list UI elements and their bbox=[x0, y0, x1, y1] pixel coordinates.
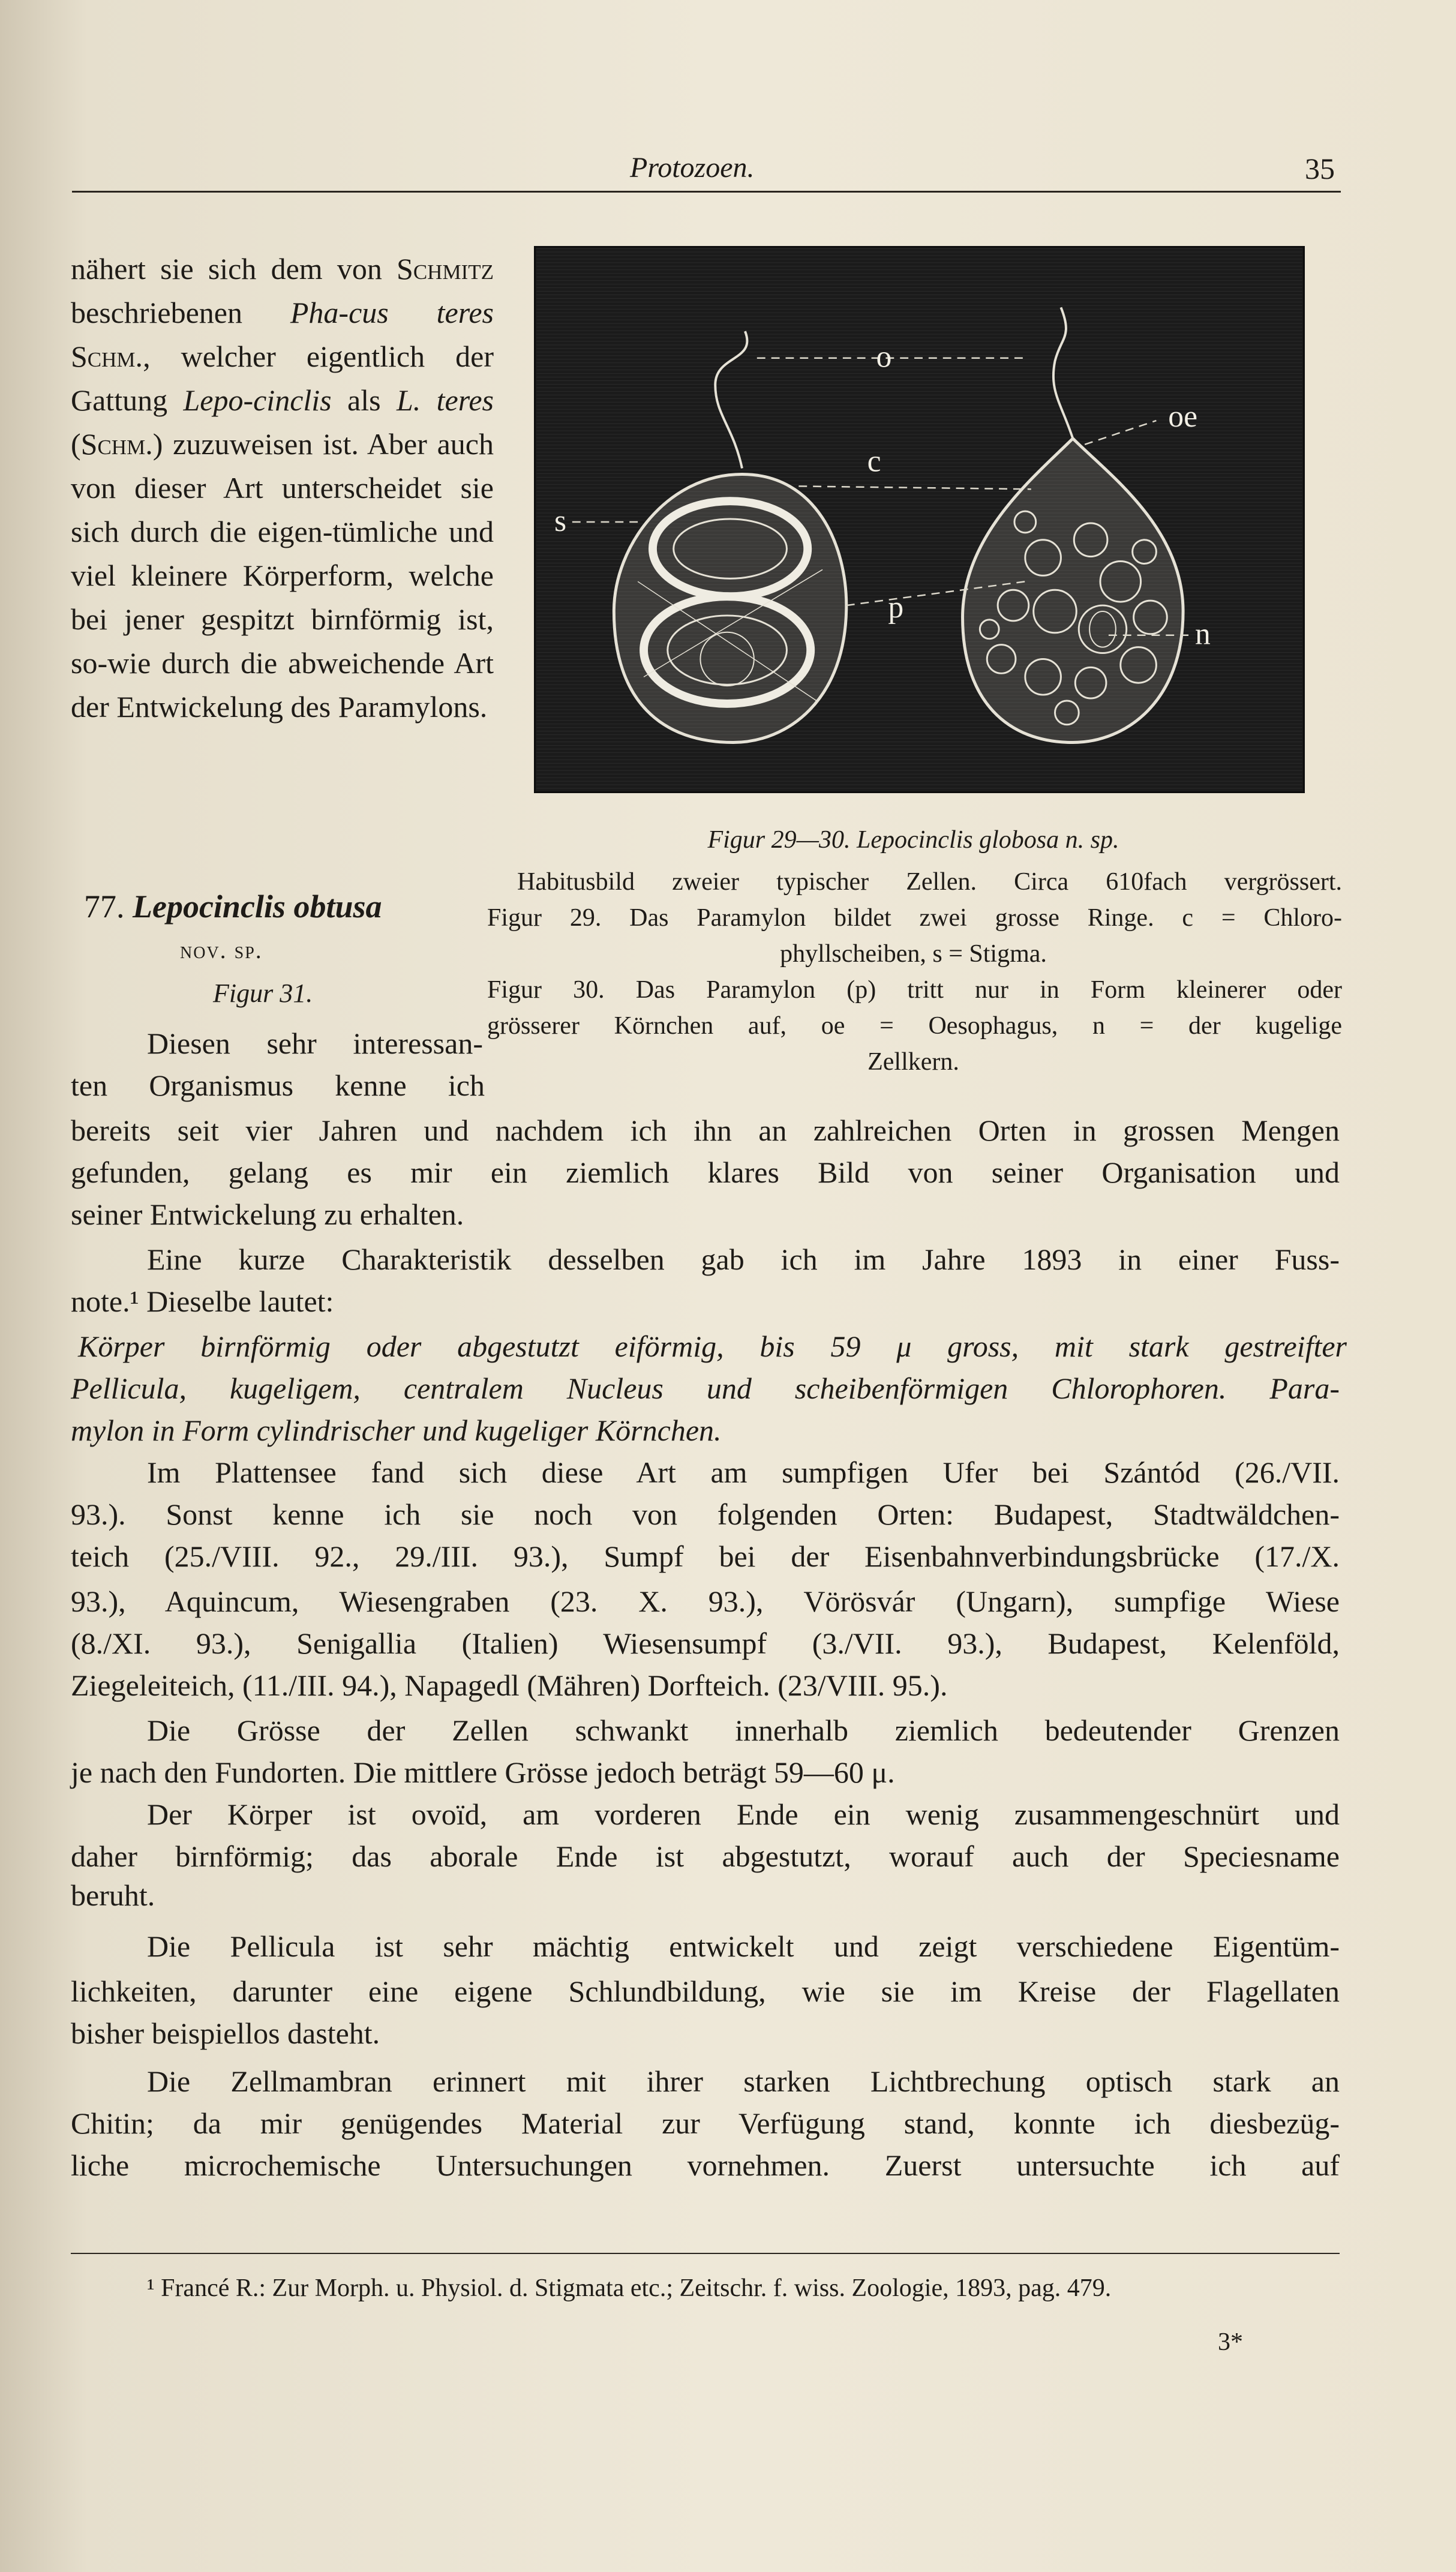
label-n: n bbox=[1194, 617, 1211, 652]
figure-caption-line: grösserer Körnchen auf, oe = Oesophagus, n = der kugelige bbox=[487, 1012, 1342, 1040]
figure-caption-line: Habitusbild zweier typischer Zellen. Circa 610fach vergrössert. bbox=[517, 868, 1342, 896]
figure-caption-line: Figur 30. Das Paramylon (p) tritt nur in Form kleinerer oder bbox=[487, 976, 1342, 1004]
section-figure-ref: Figur 31. bbox=[213, 979, 313, 1008]
label-s: s bbox=[554, 503, 567, 538]
section-number: 77. bbox=[84, 889, 125, 925]
label-p: p bbox=[888, 590, 904, 625]
label-oe: oe bbox=[1168, 400, 1198, 434]
italic-taxon: Lepo-cinclis bbox=[183, 383, 332, 417]
running-head: Protozoen. bbox=[630, 152, 755, 184]
diagnosis-line: mylon in Form cylindrischer und kugeliger Körnchen. bbox=[71, 1413, 722, 1447]
body-line: Chitin; da mir genügendes Material zur Verfügung stand, konnte ich diesbezüg- bbox=[71, 2106, 1340, 2140]
page-number: 35 bbox=[1305, 152, 1335, 185]
small-caps-author: Schmitz bbox=[397, 252, 494, 286]
header-rule bbox=[72, 191, 1341, 193]
body-line: beruht. bbox=[71, 1878, 155, 1912]
body-line: bereits seit vier Jahren und nachdem ich ihn an zahlreichen Orten in grossen Mengen bbox=[71, 1114, 1340, 1147]
diagnosis-line: Pellicula, kugeligem, centralem Nucleus und scheibenförmigen Chlorophoren. Para- bbox=[71, 1371, 1340, 1405]
body-line: note.¹ Dieselbe lautet: bbox=[71, 1285, 334, 1318]
figure-caption-line: Zellkern. bbox=[867, 1048, 959, 1076]
body-line: Ziegeleiteich, (11./III. 94.), Napagedl (Mähren) Dorfteich. (23/VIII. 95.). bbox=[71, 1668, 948, 1702]
figure-caption-title: Figur 29—30. Lepocinclis globosa n. sp. bbox=[707, 826, 1119, 854]
section-heading bbox=[84, 888, 474, 925]
body-line: Diesen sehr interessan- bbox=[147, 1027, 483, 1060]
body-line: je nach den Fundorten. Die mittlere Grösse jedoch beträgt 59—60 μ. bbox=[71, 1755, 895, 1789]
footnote-rule bbox=[71, 2253, 1340, 2254]
body-line: gefunden, gelang es mir ein ziemlich klares Bild von seiner Organisation und bbox=[71, 1156, 1340, 1189]
body-line: liche microchemische Untersuchungen vornehmen. Zuerst untersuchte ich auf bbox=[71, 2148, 1340, 2182]
body-line: Die Zellmambran erinnert mit ihrer starken Lichtbrechung optisch stark an bbox=[147, 2064, 1340, 2098]
left-column-text: nähert sie sich dem von Schmitz beschriebenen Pha-cus teres Schm., welcher eigentlich der Gattung Lepo-cinclis als L. teres (Schm.) zuzuweisen ist. Aber auch von dieser Art unterscheidet sie sich durch die eigen-tümliche und viel kleinere Körperform, welche bei jener gespitzt birnförmig ist, so-wie durch die abweichende Art der Entwickelung des Paramylons. bbox=[71, 252, 494, 724]
signature-mark: 3* bbox=[1218, 2328, 1243, 2356]
section-title: Lepocinclis obtusa bbox=[133, 889, 382, 925]
italic-taxon: L. teres bbox=[396, 383, 494, 417]
body-line: daher birnförmig; das aborale Ende ist abgestutzt, worauf auch der Speciesname bbox=[71, 1839, 1340, 1873]
body-line: Im Plattensee fand sich diese Art am sumpfigen Ufer bei Szántód (26./VII. bbox=[147, 1455, 1340, 1489]
footnote: ¹ Francé R.: Zur Morph. u. Physiol. d. Stigmata etc.; Zeitschr. f. wiss. Zoologie, 1893, pag. 479. bbox=[147, 2274, 1112, 2302]
body-line: 93.), Aquincum, Wiesengraben (23. X. 93.), Vörösvár (Ungarn), sumpfige Wiese bbox=[71, 1584, 1340, 1618]
left-column-paragraph bbox=[71, 247, 494, 729]
body-line: Eine kurze Charakteristik desselben gab ich im Jahre 1893 in einer Fuss- bbox=[147, 1243, 1340, 1276]
body-line: bisher beispiellos dasteht. bbox=[71, 2016, 380, 2050]
figure-illustration bbox=[536, 248, 1303, 791]
figure-caption-line: Figur 29. Das Paramylon bildet zwei grosse Ringe. c = Chloro- bbox=[487, 904, 1342, 932]
section-nov-sp: nov. sp. bbox=[180, 937, 263, 964]
body-line: 93.). Sonst kenne ich sie noch von folgenden Orten: Budapest, Stadtwäldchen- bbox=[71, 1497, 1340, 1531]
figure-lepocinclis bbox=[534, 246, 1305, 793]
body-line: Die Pellicula ist sehr mächtig entwickelt und zeigt verschiedene Eigentüm- bbox=[147, 1929, 1340, 1963]
body-line: Die Grösse der Zellen schwankt innerhalb ziemlich bedeutender Grenzen bbox=[147, 1713, 1340, 1747]
figure-caption-line: phyllscheiben, s = Stigma. bbox=[780, 940, 1047, 968]
diagnosis-line: Körper birnförmig oder abgestutzt eiförmig, bis 59 μ gross, mit stark gestreifter bbox=[78, 1329, 1347, 1363]
body-line: teich (25./VIII. 92., 29./III. 93.), Sumpf bei der Eisenbahnverbindungsbrücke (17./X. bbox=[71, 1539, 1340, 1573]
body-line: lichkeiten, darunter eine eigene Schlundbildung, wie sie im Kreise der Flagellaten bbox=[71, 1974, 1340, 2008]
label-c: c bbox=[867, 444, 881, 479]
body-line: seiner Entwickelung zu erhalten. bbox=[71, 1198, 464, 1231]
body-line: (8./XI. 93.), Senigallia (Italien) Wiesensumpf (3./VII. 93.), Budapest, Kelenföld, bbox=[71, 1626, 1340, 1660]
body-line: ten Organismus kenne ich bbox=[71, 1069, 485, 1102]
small-caps-author: Schm. bbox=[80, 427, 153, 461]
small-caps-author: Schm. bbox=[71, 340, 143, 373]
italic-taxon: Pha-cus teres bbox=[290, 296, 494, 329]
label-o: o bbox=[876, 340, 892, 374]
body-line: Der Körper ist ovoïd, am vorderen Ende ein wenig zusammengeschnürt und bbox=[147, 1797, 1340, 1831]
